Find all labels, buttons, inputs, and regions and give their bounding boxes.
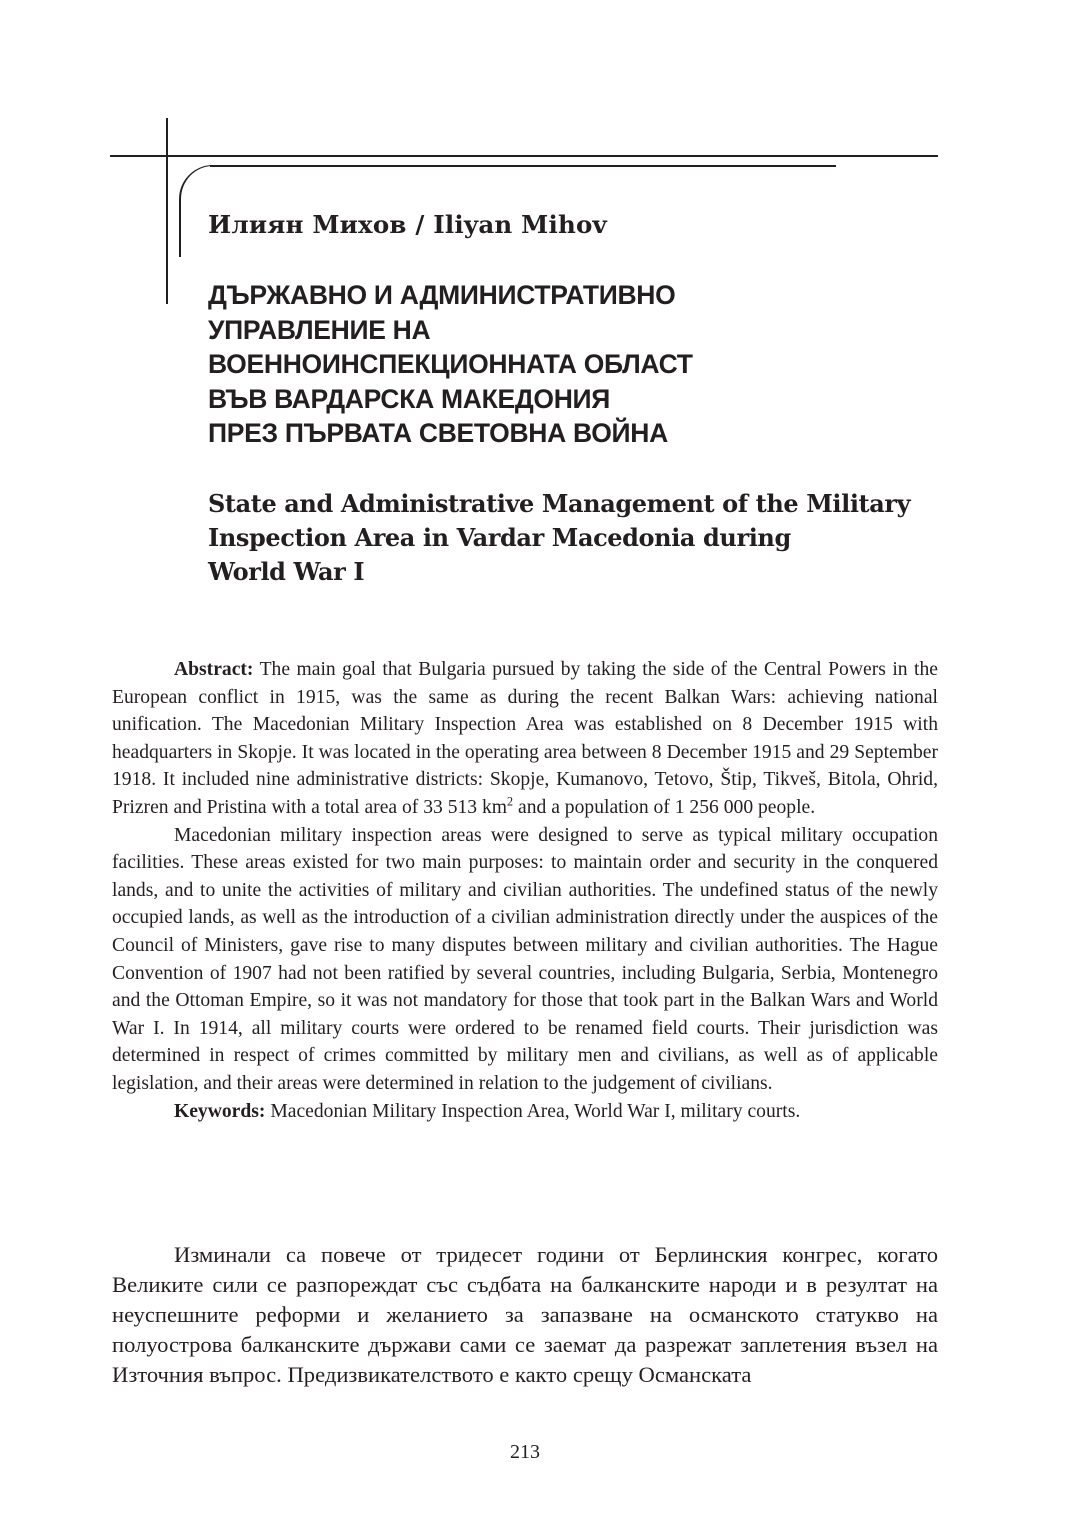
title-bg-line: ВЪВ ВАРДАРСКА МАКЕДОНИЯ [208,383,611,414]
page-number: 213 [510,1441,540,1463]
abstract [112,656,938,1125]
abstract-paragraph [112,656,938,822]
body-paragraph: Изминали са повече от тридесет години от Берлинския конгрес, когато Великите сили се разпореждат със съдбата на балканските народи и в резултат на неуспешните реформи и желанието за запазване на османското статукво на полуострова балканските държави сами се заемат да разрежат заплетения възел на Източния въпрос. Предизвикателството е както срещу Османската [112,1242,938,1387]
article-title-bulgarian [208,278,693,451]
keywords-text: Macedonian Military Inspection Area, World War I, military courts. [265,1100,801,1122]
decorative-horizontal-line [110,155,938,157]
abstract-paragraph: Macedonian military inspection areas were designed to serve as typical military occupation facilities. These areas existed for two main purposes: to maintain order and security in the conquered lands, and to unite the activities of military and civilian authorities. The undefined status of the newly occupied lands, as well as the introduction of a civilian administration directly under the auspices of the Council of Ministers, gave rise to many disputes between military and civilian authorities. The Hague Convention of 1907 had not been ratified by several countries, including Bulgaria, Serbia, Montenegro and the Ottoman Empire, so it was not mandatory for those that took part in the Balkan Wars and World War I. In 1914, all military courts were ordered to be renamed field courts. Their jurisdiction was determined in respect of crimes committed by military men and civilians, as well as of applicable legislation, and their areas were determined in relation to the judgement of civilians. [112,824,938,1094]
author-name: Илиян Михов / Iliyan Mihov [208,210,607,239]
title-en-line: World War I [208,557,365,586]
title-bg-line: ПРЕЗ ПЪРВАТА СВЕТОВНА ВОЙНА [208,418,668,448]
keywords [112,1098,938,1126]
title-bg-line: ВОЕННОИНСПЕКЦИОННАТА ОБЛАСТ [208,349,693,379]
title-bg-line: ДЪРЖАВНО И АДМИНИСТРАТИВНО [208,280,676,310]
body-text [112,1240,938,1390]
title-en-line: Inspection Area in Vardar Macedonia during [208,523,791,552]
decorative-inner-line [210,165,836,167]
title-en-line: State and Administrative Management of the Military [208,489,911,518]
abstract-text-end: and a population of 1 256 000 people. [513,796,816,818]
article-title-english [208,487,910,589]
keywords-label: Keywords: [174,1100,266,1122]
title-bg-line: УПРАВЛЕНИЕ НА [208,314,431,345]
abstract-text: The main goal that Bulgaria pursued by taking the side of the Central Powers in the European conflict in 1915, was the same as during the recent Balkan Wars: achieving national unification. The Macedonian Military Inspection Area was established on 8 December 1915 with headquarters in Skopje. It was located in the operating area between 8 December 1915 and 29 September 1918. It included nine administrative districts: Skopje, Kumanovo, Tetovo, Štip, Tikveš, Bitola, Ohrid, Prizren and Pristina with a total area of 33 513 km [112,659,938,818]
decorative-vertical-line [166,118,168,304]
area-superscript: 2 [507,794,514,809]
abstract-label: Abstract: [174,659,254,680]
